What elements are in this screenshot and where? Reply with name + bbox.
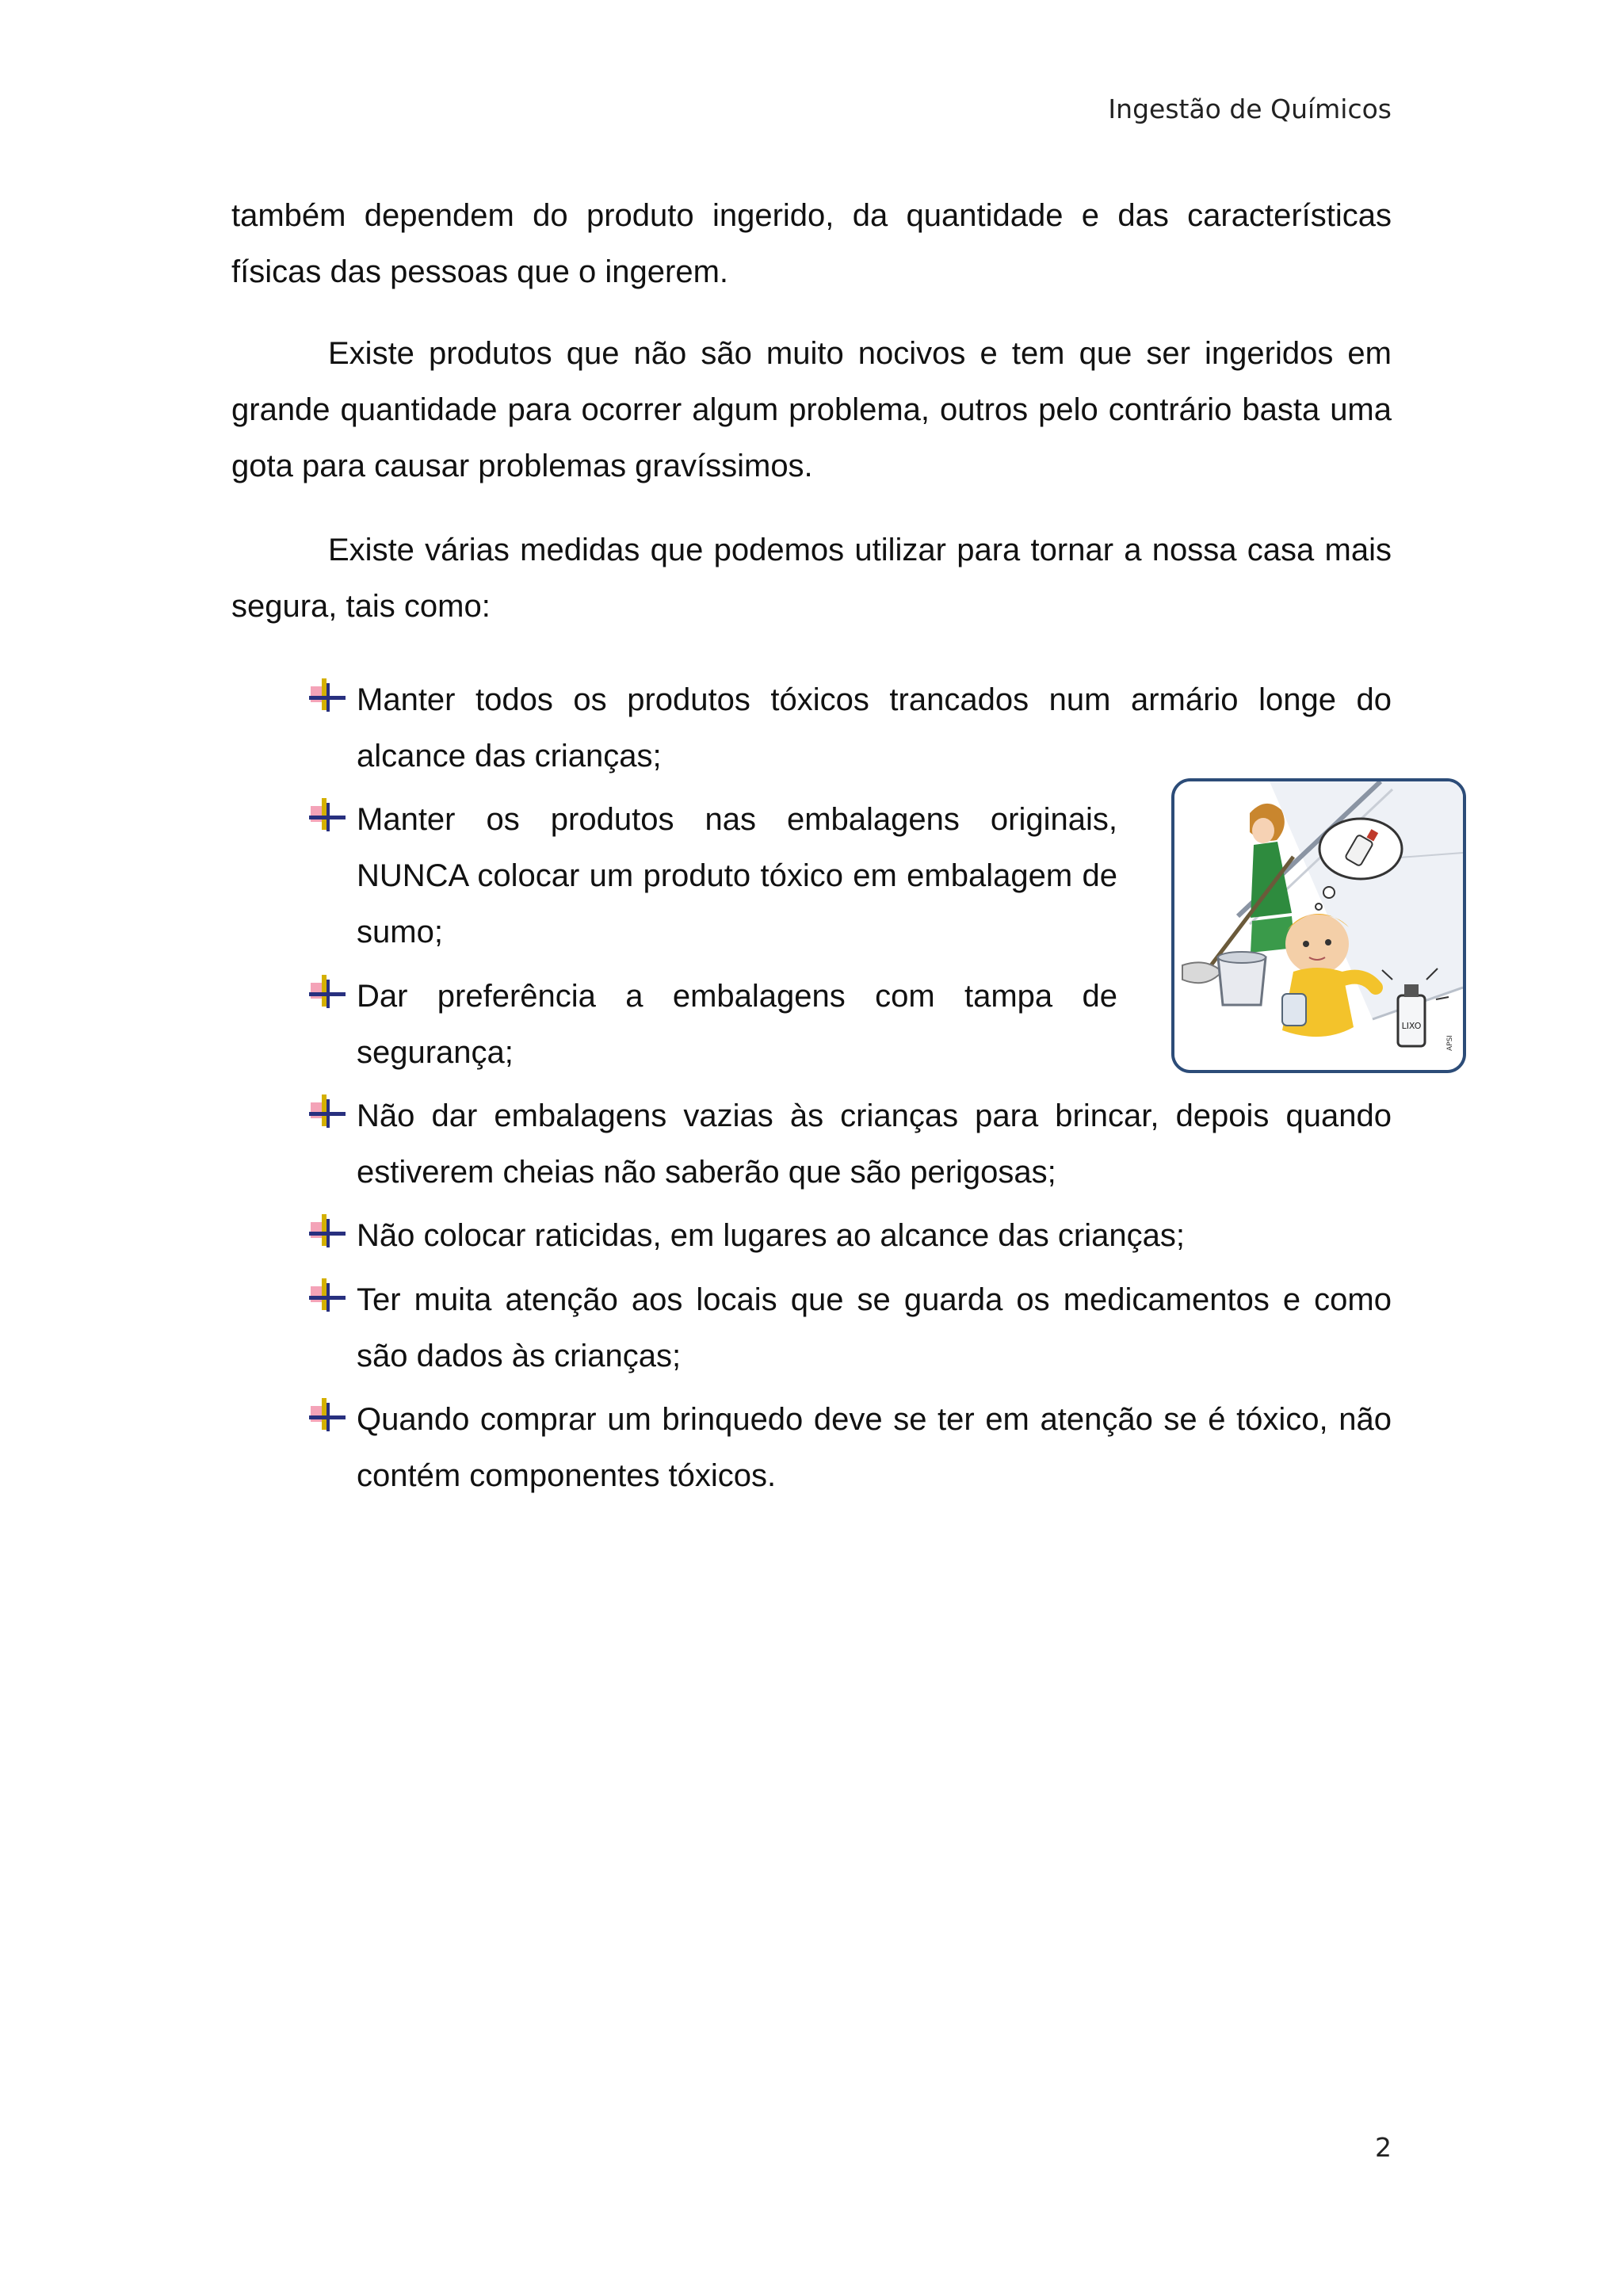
bullet-icon <box>309 678 347 713</box>
bottle-label: LIXO <box>1401 1021 1422 1031</box>
running-header: Ingestão de Químicos <box>1108 94 1392 124</box>
paragraph-3: Existe várias medidas que podemos utilizar para tornar a nossa casa mais segura, tais como: <box>231 533 1392 624</box>
bullet-icon <box>309 798 347 833</box>
bullet-icon <box>309 1095 347 1129</box>
bullet-icon <box>309 975 347 1010</box>
child-safety-illustration <box>1171 778 1466 1073</box>
bullet-icon <box>309 1398 347 1433</box>
paragraph-1: também dependem do produto ingerido, da quantidade e das características físicas das pessoas que o ingerem. <box>231 198 1392 289</box>
illustrator-signature: APSI <box>1446 1035 1454 1051</box>
illustration-drawing <box>1174 781 1463 1070</box>
bullet-icon <box>309 1214 347 1249</box>
paragraph-2: Existe produtos que não são muito nocivos e tem que ser ingeridos em grande quantidade para ocorrer algum problema, outros pelo contrário basta uma gota para causar problemas gravíssimos. <box>231 336 1392 483</box>
page-number: 2 <box>1375 2132 1392 2163</box>
bullet-icon <box>309 1278 347 1313</box>
